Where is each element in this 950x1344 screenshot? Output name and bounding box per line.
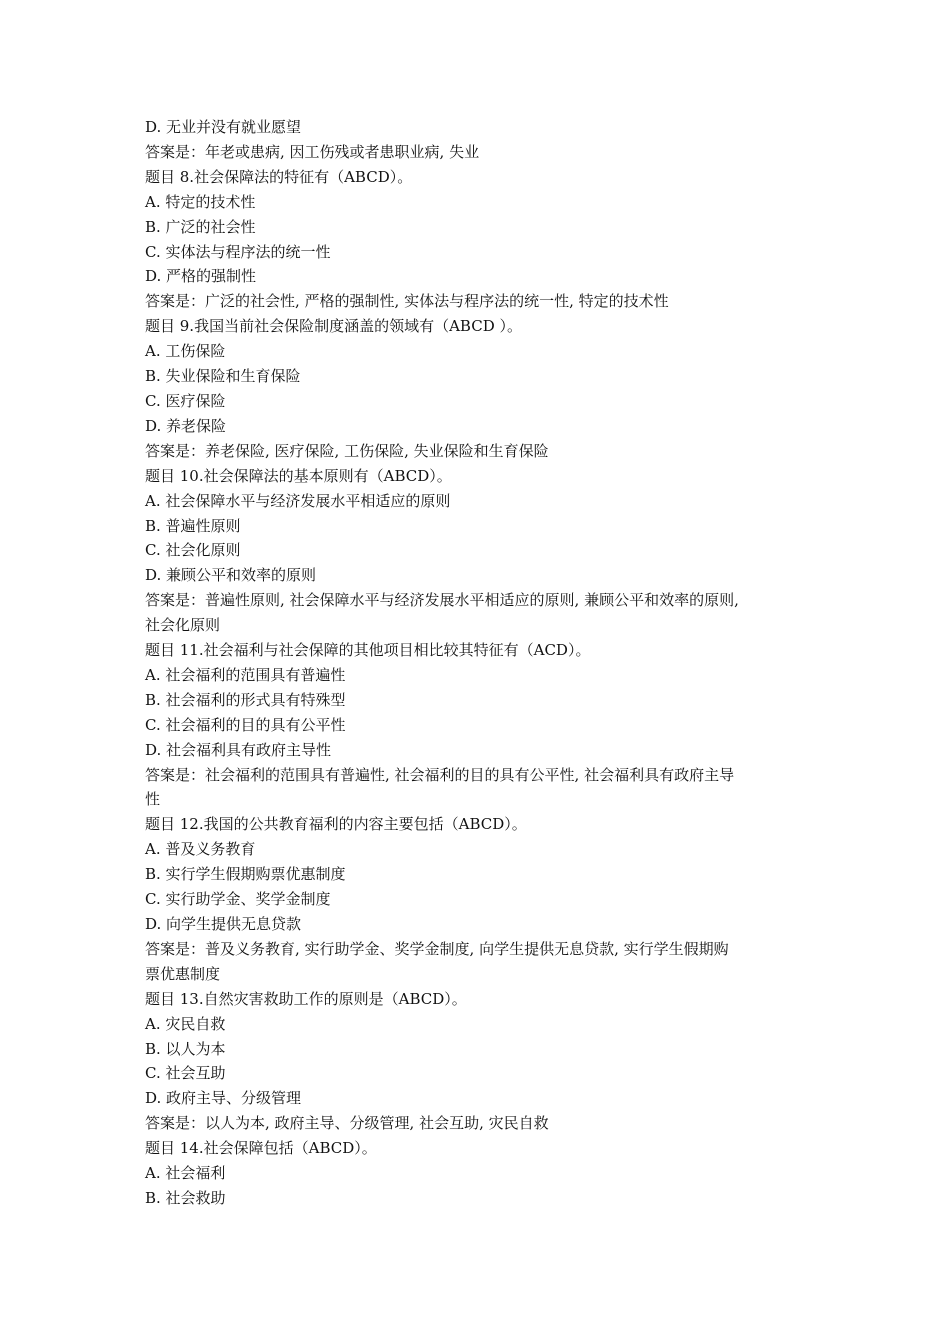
option-a: A. 社会保障水平与经济发展水平相适应的原则 [145,491,451,510]
option-c: C. 实体法与程序法的统一性 [145,242,331,261]
option-c: C. 社会化原则 [145,541,241,560]
option-a: A. 工伤保险 [145,342,226,361]
answer-line: 答案是：以人为本, 政府主导、分级管理, 社会互助, 灾民自救 [145,1114,549,1133]
option-a: A. 社会福利的范围具有普遍性 [145,665,346,684]
option-b: B. 失业保险和生育保险 [145,367,301,386]
answer-line: 答案是：年老或患病, 因工伤残或者患职业病, 失业 [145,142,480,161]
option-c: C. 社会互助 [145,1064,226,1083]
option-a: A. 灾民自救 [145,1014,226,1033]
question-13: 题目 13.自然灾害救助工作的原则是（ABCD）。 [145,989,467,1008]
option-d: D. 兼顾公平和效率的原则 [145,566,317,585]
answer-line-continued: 性 [145,790,161,809]
option-a: A. 普及义务教育 [145,840,256,859]
option-b: B. 实行学生假期购票优惠制度 [145,865,346,884]
option-d: D. 严格的强制性 [145,267,257,286]
question-14: 题目 14.社会保障包括（ABCD）。 [145,1139,377,1158]
question-12: 题目 12.我国的公共教育福利的内容主要包括（ABCD）。 [145,815,527,834]
question-8: 题目 8.社会保障法的特征有（ABCD）。 [145,167,413,186]
answer-line: 答案是：广泛的社会性, 严格的强制性, 实体法与程序法的统一性, 特定的技术性 [145,292,669,311]
option-b: B. 以人为本 [145,1039,226,1058]
option-d: D. 社会福利具有政府主导性 [145,740,332,759]
answer-line-continued: 票优惠制度 [145,964,221,983]
option-d: D. 无业并没有就业愿望 [145,118,302,136]
question-10: 题目 10.社会保障法的基本原则有（ABCD）。 [145,466,452,485]
option-d: D. 向学生提供无息贷款 [145,915,302,933]
document-page [145,115,815,1211]
option-c: C. 医疗保险 [145,391,226,410]
option-b: B. 广泛的社会性 [145,217,256,236]
option-d: D. 养老保险 [145,416,227,435]
answer-line: 答案是：普遍性原则, 社会保障水平与经济发展水平相适应的原则, 兼顾公平和效率的原则, [145,591,739,610]
option-b: B. 社会福利的形式具有特殊型 [145,690,346,709]
answer-line: 答案是：社会福利的范围具有普遍性, 社会福利的目的具有公平性, 社会福利具有政府主导 [145,765,735,784]
option-c: C. 社会福利的目的具有公平性 [145,715,346,734]
answer-line: 答案是：普及义务教育, 实行助学金、奖学金制度, 向学生提供无息贷款, 实行学生假期购 [145,939,729,958]
option-b: B. 社会救助 [145,1188,226,1207]
option-c: C. 实行助学金、奖学金制度 [145,890,331,909]
option-d: D. 政府主导、分级管理 [145,1089,302,1108]
option-a: A. 社会福利 [145,1164,226,1183]
question-9: 题目 9.我国当前社会保险制度涵盖的领域有（ABCD ）。 [145,317,522,336]
option-b: B. 普遍性原则 [145,516,241,535]
option-a: A. 特定的技术性 [145,192,256,211]
question-11: 题目 11.社会福利与社会保障的其他项目相比较其特征有（ACD）。 [145,641,591,660]
answer-line: 答案是：养老保险, 医疗保险, 工伤保险, 失业保险和生育保险 [145,441,549,460]
answer-line-continued: 社会化原则 [145,616,221,635]
